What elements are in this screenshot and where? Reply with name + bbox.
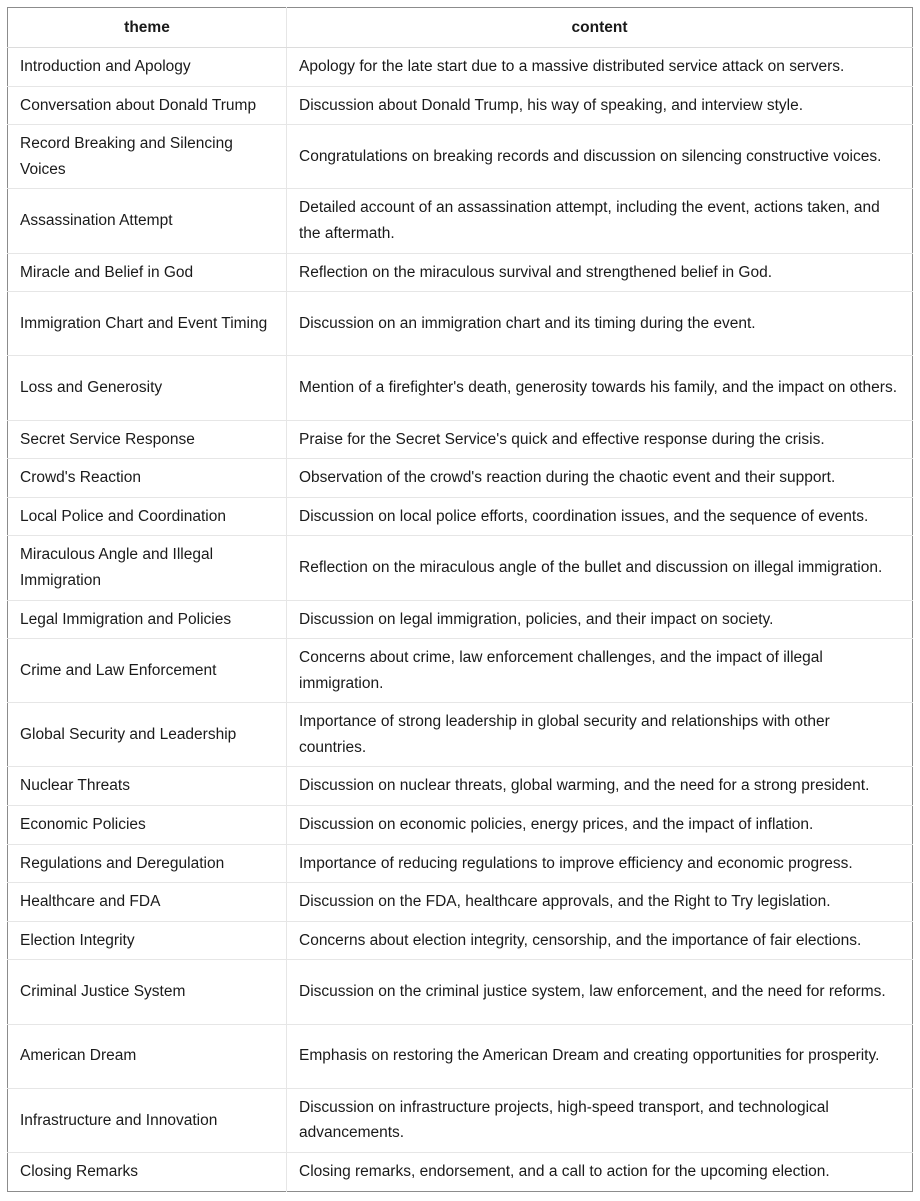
theme-cell: Regulations and Deregulation xyxy=(8,844,287,883)
theme-cell: Crime and Law Enforcement xyxy=(8,639,287,703)
table-row xyxy=(8,960,913,1024)
table-row xyxy=(8,48,913,87)
header-theme: theme xyxy=(8,8,287,48)
table-row xyxy=(8,703,913,767)
theme-cell: Infrastructure and Innovation xyxy=(8,1088,287,1152)
theme-cell: Criminal Justice System xyxy=(8,960,287,1024)
table-row xyxy=(8,639,913,703)
table-row xyxy=(8,1153,913,1192)
table-header xyxy=(8,8,913,48)
table-row xyxy=(8,292,913,356)
table-row xyxy=(8,253,913,292)
content-cell: Concerns about election integrity, censorship, and the importance of fair elections. xyxy=(287,921,913,960)
table-row xyxy=(8,600,913,639)
theme-cell: Nuclear Threats xyxy=(8,767,287,806)
table-row xyxy=(8,921,913,960)
table-row xyxy=(8,125,913,189)
theme-cell: Record Breaking and Silencing Voices xyxy=(8,125,287,189)
table-row xyxy=(8,806,913,845)
content-cell: Importance of reducing regulations to improve efficiency and economic progress. xyxy=(287,844,913,883)
table-row xyxy=(8,189,913,253)
theme-cell: Economic Policies xyxy=(8,806,287,845)
table-row xyxy=(8,1088,913,1152)
content-cell: Closing remarks, endorsement, and a call to action for the upcoming election. xyxy=(299,1163,830,1180)
table-row xyxy=(8,536,913,600)
header-content: content xyxy=(287,8,913,48)
content-cell: Discussion on nuclear threats, global warming, and the need for a strong president. xyxy=(287,767,913,806)
theme-cell: Conversation about Donald Trump xyxy=(8,86,287,125)
content-cell: Discussion on local police efforts, coordination issues, and the sequence of events. xyxy=(287,497,913,536)
table-row xyxy=(8,420,913,459)
header-row xyxy=(8,8,913,48)
table-row xyxy=(8,883,913,922)
content-cell: Discussion about Donald Trump, his way of speaking, and interview style. xyxy=(287,86,913,125)
content-cell: Discussion on legal immigration, policies, and their impact on society. xyxy=(287,600,913,639)
content-cell: Discussion on the FDA, healthcare approvals, and the Right to Try legislation. xyxy=(287,883,913,922)
theme-cell: Election Integrity xyxy=(8,921,287,960)
theme-cell: Closing Remarks xyxy=(8,1153,287,1192)
theme-cell: Healthcare and FDA xyxy=(8,883,287,922)
content-cell: Reflection on the miraculous angle of the bullet and discussion on illegal immigration. xyxy=(287,536,913,600)
content-cell: Reflection on the miraculous survival and strengthened belief in God. xyxy=(287,253,913,292)
theme-cell: Introduction and Apology xyxy=(8,48,287,87)
table-row xyxy=(8,767,913,806)
table-row xyxy=(8,86,913,125)
themes-table xyxy=(7,7,913,1192)
content-cell: Congratulations on breaking records and discussion on silencing constructive voices. xyxy=(287,125,913,189)
table-row xyxy=(8,844,913,883)
table-row xyxy=(8,1024,913,1088)
content-cell: Mention of a firefighter's death, generosity towards his family, and the impact on others. xyxy=(287,356,913,420)
theme-cell: Immigration Chart and Event Timing xyxy=(8,292,287,356)
content-cell: Praise for the Secret Service's quick and effective response during the crisis. xyxy=(287,420,913,459)
theme-cell: American Dream xyxy=(8,1024,287,1088)
content-cell: Observation of the crowd's reaction during the chaotic event and their support. xyxy=(287,459,913,498)
content-cell: Discussion on the criminal justice system, law enforcement, and the need for reforms. xyxy=(287,960,913,1024)
theme-cell: Legal Immigration and Policies xyxy=(8,600,287,639)
content-cell: Apology for the late start due to a massive distributed service attack on servers. xyxy=(287,48,913,87)
table-row xyxy=(8,356,913,420)
theme-cell: Local Police and Coordination xyxy=(8,497,287,536)
content-cell: Detailed account of an assassination attempt, including the event, actions taken, and the aftermath. xyxy=(287,189,913,253)
theme-cell: Miracle and Belief in God xyxy=(8,253,287,292)
theme-cell: Crowd's Reaction xyxy=(8,459,287,498)
themes-table-container xyxy=(7,7,912,1192)
content-cell: Importance of strong leadership in global security and relationships with other countries. xyxy=(287,703,913,767)
table-body xyxy=(8,48,913,1192)
table-row xyxy=(8,497,913,536)
theme-cell: Loss and Generosity xyxy=(8,356,287,420)
theme-cell: Secret Service Response xyxy=(8,420,287,459)
content-cell: Discussion on economic policies, energy prices, and the impact of inflation. xyxy=(287,806,913,845)
content-cell: Discussion on an immigration chart and its timing during the event. xyxy=(287,292,913,356)
table-row xyxy=(8,459,913,498)
theme-cell: Global Security and Leadership xyxy=(8,703,287,767)
content-cell: Emphasis on restoring the American Dream and creating opportunities for prosperity. xyxy=(287,1024,913,1088)
theme-cell: Assassination Attempt xyxy=(8,189,287,253)
content-cell: Discussion on infrastructure projects, high-speed transport, and technological advancements. xyxy=(287,1088,913,1152)
theme-cell: Miraculous Angle and Illegal Immigration xyxy=(8,536,287,600)
content-cell: Concerns about crime, law enforcement challenges, and the impact of illegal immigration. xyxy=(287,639,913,703)
